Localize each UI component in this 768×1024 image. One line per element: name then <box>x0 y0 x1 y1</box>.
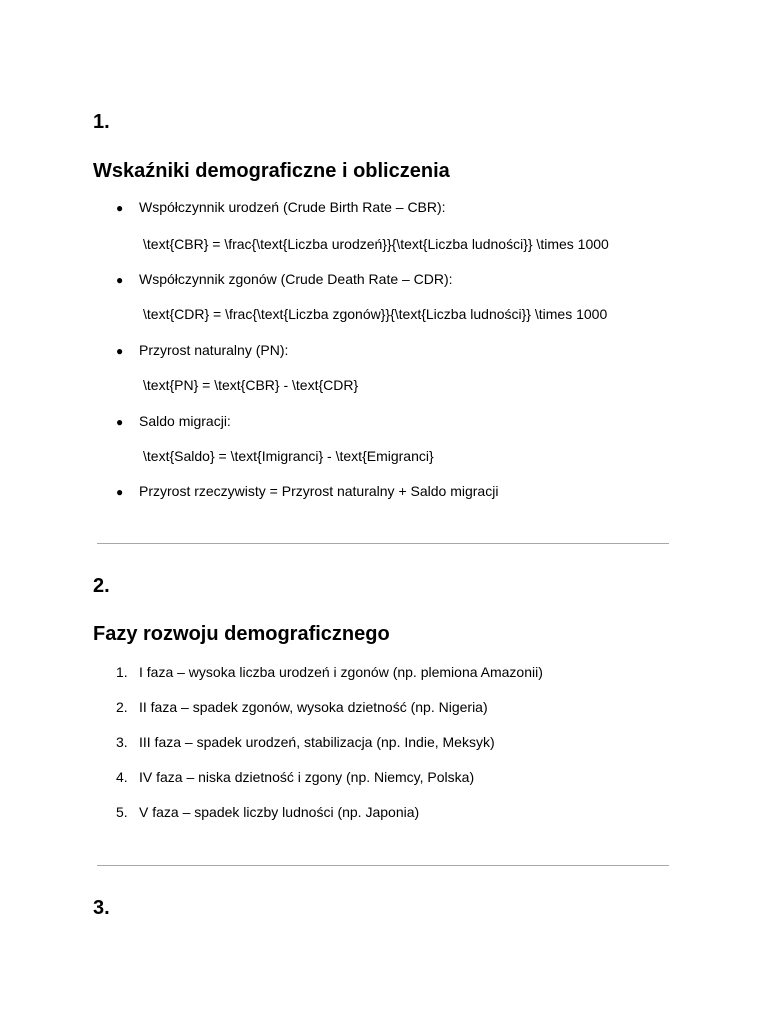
list-item <box>116 412 231 431</box>
list-item <box>116 341 288 360</box>
list-item-text: III faza – spadek urodzeń, stabilizacja (np. Indie, Meksyk) <box>139 734 495 750</box>
list-item-text: I faza – wysoka liczba urodzeń i zgonów (np. plemiona Amazonii) <box>139 664 543 680</box>
bullet-icon: ● <box>116 201 124 215</box>
list-item-text: II faza – spadek zgonów, wysoka dzietność (np. Nigeria) <box>139 699 488 715</box>
horizontal-divider <box>97 543 669 544</box>
section-title: Fazy rozwoju demograficznego <box>93 623 390 645</box>
list-item <box>116 482 498 501</box>
horizontal-divider <box>97 865 669 866</box>
list-item <box>116 663 543 681</box>
list-item-number: 3. <box>116 734 128 750</box>
formula: \text{CDR} = \frac{\text{Liczba zgonów}}{\text{Liczba ludności}} \times 1000 <box>143 306 608 322</box>
list-item <box>116 270 453 289</box>
bullet-icon: ● <box>116 344 124 358</box>
list-item <box>116 733 495 751</box>
bullet-icon: ● <box>116 415 124 429</box>
list-item-number: 4. <box>116 769 128 785</box>
list-item <box>116 198 446 217</box>
formula: \text{Saldo} = \text{Imigranci} - \text{Emigranci} <box>143 448 434 464</box>
bullet-icon: ● <box>116 273 124 287</box>
list-item-number: 5. <box>116 804 128 820</box>
list-item <box>116 698 488 716</box>
list-item-text: Współczynnik urodzeń (Crude Birth Rate – CBR): <box>139 199 446 215</box>
list-item-number: 1. <box>116 664 128 680</box>
list-item-number: 2. <box>116 699 128 715</box>
section-number: 3. <box>93 897 110 919</box>
list-item-text: Przyrost naturalny (PN): <box>139 342 289 358</box>
bullet-icon: ● <box>116 485 124 499</box>
section-number: 1. <box>93 111 110 133</box>
list-item <box>116 768 474 786</box>
list-item-text: Saldo migracji: <box>139 413 231 429</box>
list-item-text: Współczynnik zgonów (Crude Death Rate – CDR): <box>139 271 453 287</box>
list-item-text: Przyrost rzeczywisty = Przyrost naturalny + Saldo migracji <box>139 483 499 499</box>
section-number: 2. <box>93 575 110 597</box>
list-item-text: IV faza – niska dzietność i zgony (np. Niemcy, Polska) <box>139 769 475 785</box>
section-title: Wskaźniki demograficzne i obliczenia <box>93 160 450 182</box>
list-item <box>116 803 419 821</box>
formula: \text{PN} = \text{CBR} - \text{CDR} <box>143 377 359 393</box>
formula: \text{CBR} = \frac{\text{Liczba urodzeń}}{\text{Liczba ludności}} \times 1000 <box>143 236 609 252</box>
list-item-text: V faza – spadek liczby ludności (np. Japonia) <box>139 804 420 820</box>
